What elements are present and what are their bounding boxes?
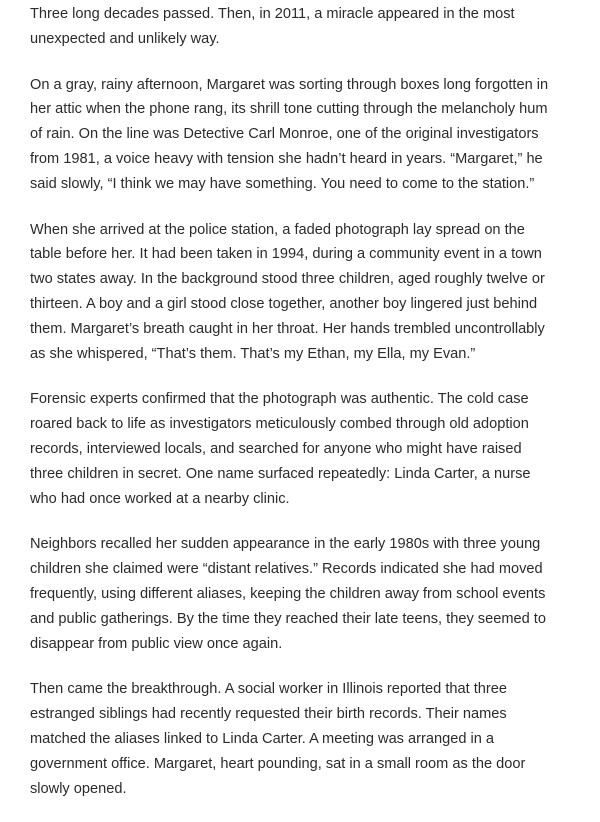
text-line: When she arrived at the police station, a faded photograph lay spread on the — [30, 221, 525, 238]
text-line: as she whispered, “That’s them. That’s my Ethan, my Ella, my Evan.” — [30, 345, 476, 362]
text-line: Then came the breakthrough. A social worker in Illinois reported that three — [30, 681, 507, 698]
text-line: unexpected and unlikely way. — [30, 30, 220, 47]
text-line: thirteen. A boy and a girl stood close together, another boy lingered just behind — [30, 295, 538, 312]
paragraph-4 — [30, 387, 590, 511]
article-body — [30, 2, 590, 822]
text-line: On a gray, rainy afternoon, Margaret was sorting through boxes long forgotten in — [30, 76, 549, 93]
text-line: from 1981, a voice heavy with tension she hadn’t heard in years. “Margaret,” he — [30, 150, 543, 167]
text-line: and public gatherings. By the time they reached their late teens, they seemed to — [30, 610, 546, 627]
text-line: two states away. In the background stood three children, aged roughly twelve or — [30, 271, 545, 288]
text-line: said slowly, “I think we may have something. You need to come to the station.” — [30, 175, 535, 192]
text-line: matched the aliases linked to Linda Carter. A meeting was arranged in a — [30, 730, 495, 747]
text-line: table before her. It had been taken in 1994, during a community event in a town — [30, 246, 542, 263]
paragraph-3 — [30, 218, 590, 367]
paragraph-5 — [30, 532, 590, 656]
text-line: who had once worked at a nearby clinic. — [30, 490, 290, 507]
paragraph-2 — [30, 73, 590, 197]
text-line: Forensic experts confirmed that the photograph was authentic. The cold case — [30, 391, 529, 408]
text-line: roared back to life as investigators meticulously combed through old adoption — [30, 416, 529, 433]
text-line: children she claimed were “distant relatives.” Records indicated she had moved — [30, 561, 543, 578]
text-line: disappear from public view once again. — [30, 635, 283, 652]
paragraph-1 — [30, 2, 590, 52]
text-line: them. Margaret’s breath caught in her throat. Her hands trembled uncontrollably — [30, 320, 545, 337]
text-line: three children in secret. One name surfaced repeatedly: Linda Carter, a nurse — [30, 465, 531, 482]
text-line: slowly opened. — [30, 780, 127, 797]
text-line: estranged siblings had recently requested their birth records. Their names — [30, 706, 507, 723]
text-line: government office. Margaret, heart pounding, sat in a small room as the door — [30, 755, 526, 772]
text-line: her attic when the phone rang, its shrill tone cutting through the melancholy hum — [30, 101, 548, 118]
text-line: Three long decades passed. Then, in 2011, a miracle appeared in the most — [30, 6, 515, 22]
paragraph-6 — [30, 677, 590, 801]
text-line: frequently, using different aliases, keeping the children away from school events — [30, 585, 546, 602]
text-line: records, interviewed locals, and searched for anyone who might have raised — [30, 440, 522, 457]
text-line: Neighbors recalled her sudden appearance in the early 1980s with three young — [30, 536, 541, 553]
text-line: of rain. On the line was Detective Carl Monroe, one of the original investigators — [30, 126, 539, 143]
